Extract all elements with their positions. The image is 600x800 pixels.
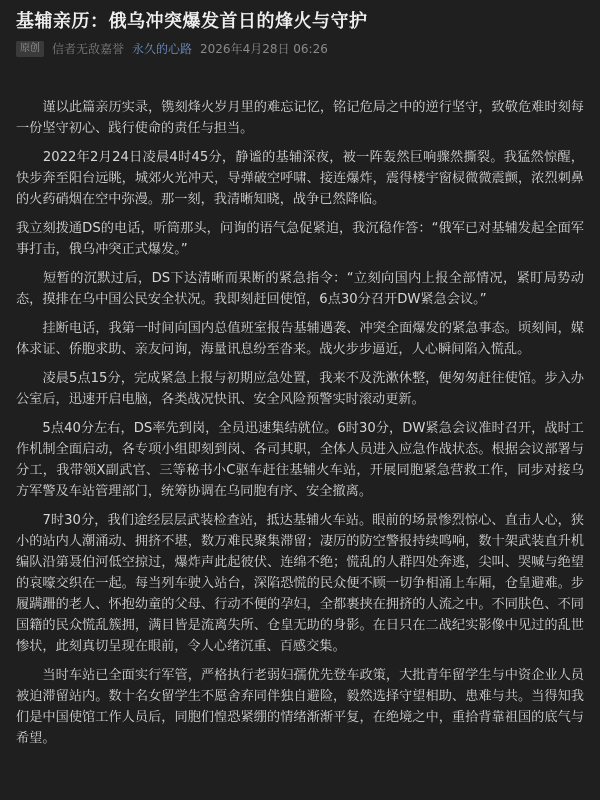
author-name: 信者无敌嘉誉 bbox=[52, 42, 125, 56]
paragraph: 凌晨5点15分，完成紧急上报与初期应急处置，我来不及洗漱休整，便匆匆赶往使馆。步入办公室后，迅速开启电脑，各类战况快讯、安全风险预警实时滚动更新。 bbox=[16, 371, 584, 407]
paragraph: 我立刻拨通DS的电话，听筒那头，问询的语气急促紧迫，我沉稳作答：“俄军已对基辅发起全面军事打击，俄乌冲突正式爆发。” bbox=[16, 221, 584, 257]
article-title: 基辅亲历：俄乌冲突爆发首日的烽火与守护 bbox=[16, 11, 368, 32]
paragraph: 短暂的沉默过后，DS下达清晰而果断的紧急指令：“立刻向国内上报全部情况，紧盯局势动态，摸排在乌中国公民安全状况。我即刻赶回使馆，6点30分召开DW紧急会议。” bbox=[16, 271, 584, 307]
paragraph: 2022年2月24日凌晨4时45分，静谧的基辅深夜，被一阵轰然巨响骤然撕裂。我猛然惊醒，快步奔至阳台远眺，城郊火光冲天，导弹破空呼啸、接连爆炸，震得楼宇窗棂微微震颤，浓烈刺鼻的火药硝烟在空中弥漫。那一刻，我清晰知晓，战争已然降临。 bbox=[16, 150, 584, 207]
paragraph: 谨以此篇亲历实录，镌刻烽火岁月里的难忘记忆，铭记危局之中的逆行坚守，致敬危难时刻每一份坚守初心、践行使命的责任与担当。 bbox=[16, 100, 584, 136]
article-body bbox=[16, 97, 584, 749]
paragraph: 7时30分，我们途经层层武装检查站，抵达基辅火车站。眼前的场景惨烈惊心、直击人心，狭小的站内人潮涌动、拥挤不堪，数万难民聚集滞留；凄厉的防空警报持续鸣响，数十架武装直升机编队沿第聂伯河低空掠过，爆炸声此起彼伏、连绵不绝；慌乱的人群四处奔逃，尖叫、哭喊与绝望的哀嚎交织在一起。每当列车驶入站台，深陷恐慌的民众便不顾一切争相涌上车厢，仓皇避难。步履蹒跚的老人、怀抱幼童的父母、行动不便的孕妇，全都裹挟在拥挤的人流之中。不同肤色、不同国籍的民众慌乱簇拥，满目皆是流离失所、仓皇无助的身影。在日只在二战纪实影像中见过的乱世惨状，此刻真切呈现在眼前，令人心绪沉重、百感交集。 bbox=[16, 513, 584, 654]
paragraph: 挂断电话，我第一时间向国内总值班室报告基辅遇袭、冲突全面爆发的紧急事态。顷刻间，媒体求证、侨胞求助、亲友问询，海量讯息纷至沓来。战火步步逼近，人心瞬间陷入慌乱。 bbox=[16, 321, 584, 357]
original-badge: 原创 bbox=[16, 41, 44, 57]
paragraph: 5点40分左右，DS率先到岗，全员迅速集结就位。6时30分，DW紧急会议准时召开，战时工作机制全面启动，各专项小组即刻到岗、各司其职，全体人员进入应急作战状态。根据会议部署与分工，我带领X副武官、三等秘书小C驱车赶往基辅火车站，开展同胞紧急营救工作，同步对接乌方军警及车站管理部门，统筹协调在乌同胞有序、安全撤离。 bbox=[16, 421, 584, 499]
paragraph: 当时车站已全面实行军管，严格执行老弱妇孺优先登车政策，大批青年留学生与中资企业人员被迫滞留站内。数十名女留学生不愿舍弃同伴独自避险，毅然选择守望相助、患难与共。当得知我们是中国使馆工作人员后，同胞们惶恐紧绷的情绪渐渐平复，在绝境之中，重拾背靠祖国的底气与希望。 bbox=[16, 668, 584, 746]
article-meta bbox=[16, 40, 584, 57]
channel-link[interactable]: 永久的心路 bbox=[132, 42, 193, 56]
publish-time: 2026年4月28日 06:26 bbox=[200, 42, 328, 56]
